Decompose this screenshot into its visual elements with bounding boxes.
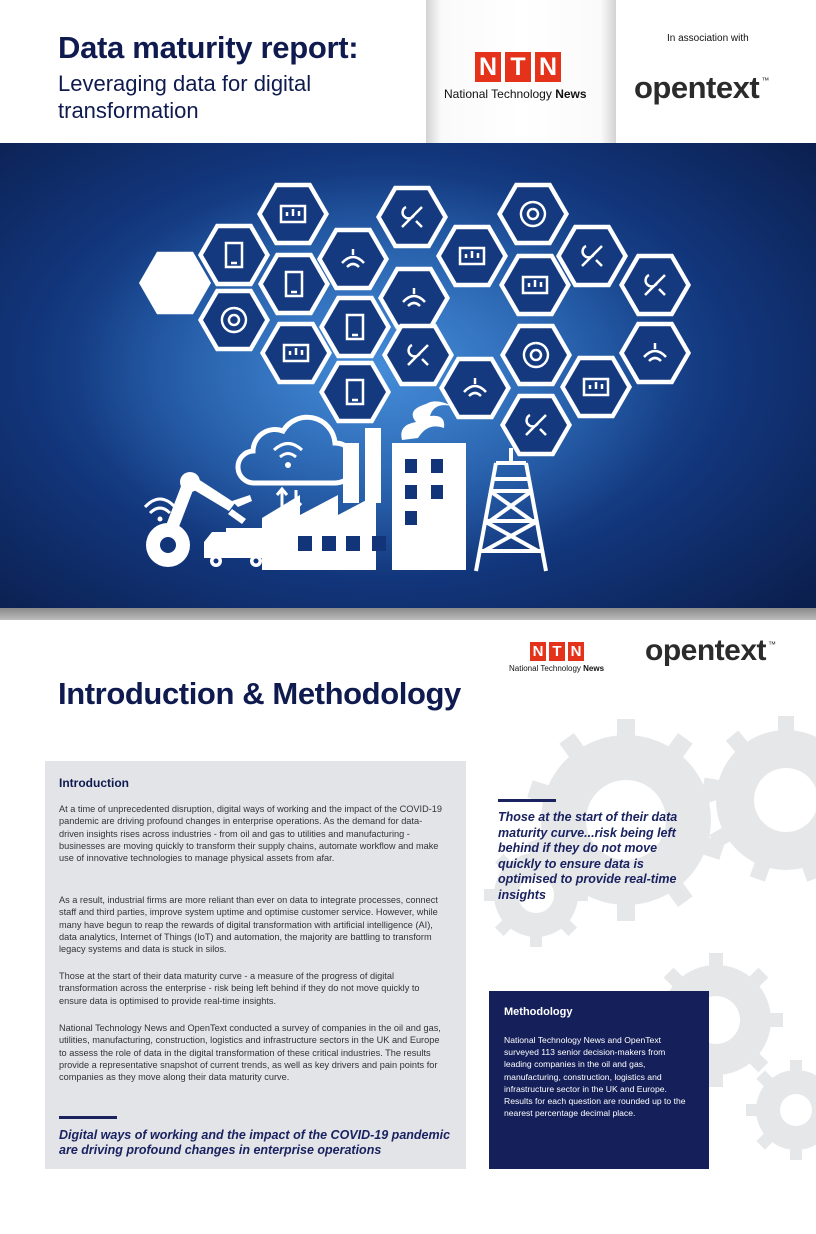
intro-paragraph: National Technology News and OpenText conducted a survey of companies in the oil and gas, utilities, manufacturing, construction, logistics and infrastructure sectors in the UK and Europe to assess the role of data in the digital transformation of these critical industries. The results provide a representative snapshot of current trends, as well as key drivers and pain points for companies as they move along their data maturity curve. [59,1023,441,1083]
ntn-logo-caption: National Technology News [444,87,587,101]
opentext-logo: opentext ™ [645,634,776,667]
methodology-heading: Methodology [504,1006,573,1018]
ntn-logo-letter: N [530,642,546,661]
opentext-logo: opentext ™ [634,70,769,105]
page-divider [0,608,816,620]
intro-paragraph: As a result, industrial firms are more reliant than ever on data to integrate processes, connect staff and third parties, improve system uptime and optimise customer service. However, while many have begun to reap the rewards of digital transformation with artificial intelligence (AI), data analytics, Internet of Things (IoT) and automation, the majority are battling to transform legacy systems and data is stuck in silos. [59,895,438,955]
ntn-logo-letter: N [475,52,501,82]
ntn-logo-letter: N [535,52,561,82]
pull-quote-rule [59,1116,117,1119]
ntn-logo-letter: T [549,642,565,661]
pull-quote: Digital ways of working and the impact of the COVID-19 pandemic are driving profound changes in enterprise operations [59,1128,451,1157]
ntn-logo-letter: N [568,642,584,661]
introduction-heading: Introduction [59,776,129,790]
methodology-body: National Technology News and OpenText surveyed 113 senior decision-makers from leading companies in the oil and gas, manufacturing, construction, logistics and infrastructure sector in the UK and Europe. Results for each question are rounded up to the nearest percentage decimal place. [504,1035,686,1119]
report-title: Data maturity report: [58,30,359,65]
report-subtitle: Leveraging data for digital transformation [58,71,312,123]
side-quote: Those at the start of their data maturity curve...risk being left behind if they do not move quickly to ensure data is optimised to provide real-time insights [498,810,678,902]
delivery-truck-icon [204,528,268,567]
section-title: Introduction & Methodology [58,676,461,711]
ntn-logo-letter: T [505,52,531,82]
side-quote-rule [498,799,556,802]
intro-paragraph: Those at the start of their data maturity curve - a measure of the progress of digital transformation across the enterprise - risk being left behind if they do not move quickly to ensure data is optimised to provide real-time insights. [59,971,420,1006]
association-label: In association with [667,33,749,44]
ntn-logo-caption: National Technology News [509,664,605,673]
intro-paragraph: At a time of unprecedented disruption, digital ways of working and the impact of the COVID-19 pandemic are driving profound changes in enterprise operations. As the demand for data-driven insights rises across industries - from oil and gas to utilities and manufacturing - businesses are moving quickly to transform their supply chains, automate workflow and make use of innovative technologies to manage physical assets from afar. [59,804,443,864]
hero-illustration [0,143,816,608]
